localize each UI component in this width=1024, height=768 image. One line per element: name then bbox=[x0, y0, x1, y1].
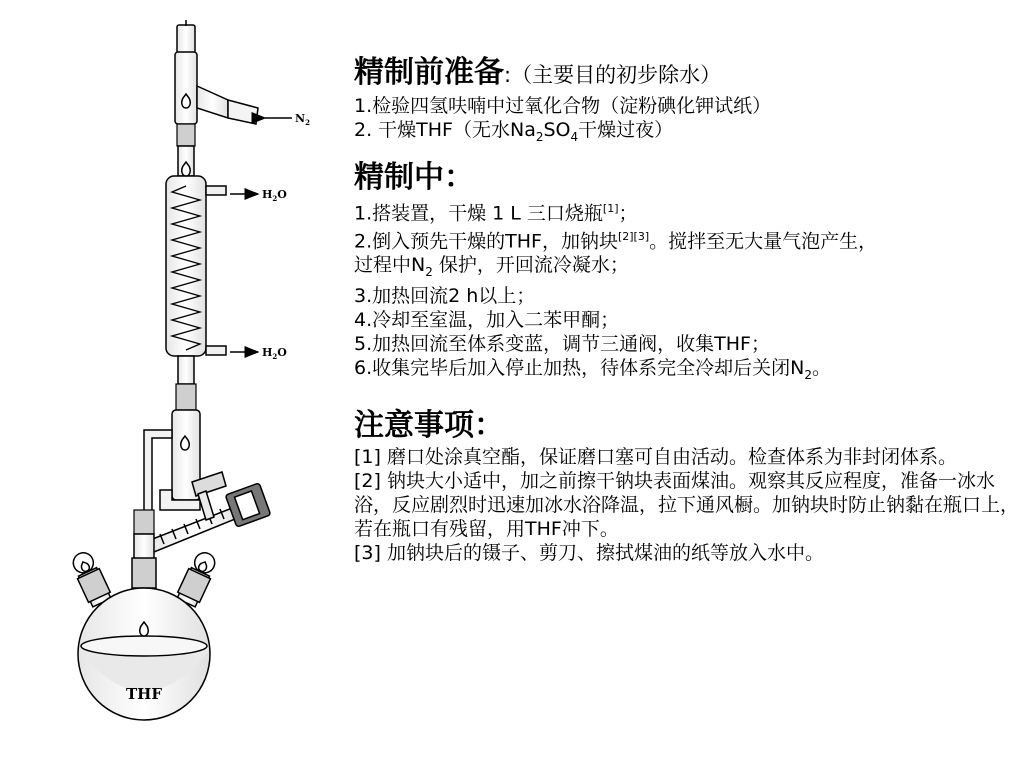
caution-heading: 注意事项： bbox=[354, 408, 504, 444]
step-5: 5.加热回流至体系变蓝，调节三通阀，收集THF； bbox=[354, 333, 770, 356]
step-3: 3.加热回流2 h以上； bbox=[354, 285, 536, 308]
apparatus-diagram bbox=[0, 0, 345, 768]
step-2: 2.倒入预先干燥的THF，加钠块[2][3]。搅拌至无大量气泡产生， bbox=[354, 230, 878, 253]
prep-heading: 精制前准备:（主要目的初步除水） bbox=[354, 55, 722, 90]
prep-item-1: 1.检验四氢呋喃中过氧化合物（淀粉碘化钾试纸） bbox=[354, 95, 772, 117]
n2-label: N bbox=[295, 112, 306, 125]
prep-item-2: 2. 干燥THF（无水$Na_2SO_4$干燥过夜） bbox=[354, 119, 674, 144]
during-heading: 精制中： bbox=[354, 159, 474, 195]
solvent-collector bbox=[144, 410, 200, 520]
svg-text:N2: $N_2$ bbox=[295, 112, 310, 127]
caution-note-1: [1] 磨口处涂真空酯，保证磨口塞可自由活动。检查体系为非封闭体系。 bbox=[354, 446, 957, 469]
caution-note-2: [2] 钠块大小适中，加之前擦干钠块表面煤油。观察其反应程度，准备一冰水浴，反应剧烈时迅速加冰水浴降温，拉下通风橱。加钠块时防止钠黏在瓶口上，若在瓶口有残留，用THF冲下。 bbox=[354, 470, 1020, 541]
water-upper-label: H bbox=[262, 188, 273, 201]
caution-note-3: [3] 加钠块后的镊子、剪刀、擦拭煤油的纸等放入水中。 bbox=[354, 542, 824, 565]
step-4: 4.冷却至室温，加入二苯甲酮； bbox=[354, 309, 620, 332]
water-lower-label: H bbox=[262, 346, 273, 359]
ground-joint-lower bbox=[134, 510, 154, 534]
ground-joint-upper bbox=[177, 124, 195, 146]
step-6: 6.收集完毕后加入停止加热，待体系完全冷却后关闭$N_2$。 bbox=[354, 357, 831, 383]
svg-text:H2O: $H_2O$ bbox=[262, 188, 287, 203]
svg-text:H2O: $H_2O$ bbox=[262, 346, 287, 361]
step-1: 1.搭装置，干燥 1 L 三口烧瓶[1]； bbox=[354, 201, 638, 225]
ground-joint-middle bbox=[176, 384, 196, 410]
procedure-notes bbox=[354, 54, 1019, 565]
three-way-stopcock bbox=[150, 472, 271, 552]
nitrogen-inlet-adapter bbox=[175, 52, 258, 124]
flask-label: THF bbox=[126, 685, 162, 703]
top-stopper bbox=[177, 20, 195, 53]
step-2-cont: 过程中$N_2$ 保护，开回流冷凝水； bbox=[354, 254, 629, 280]
